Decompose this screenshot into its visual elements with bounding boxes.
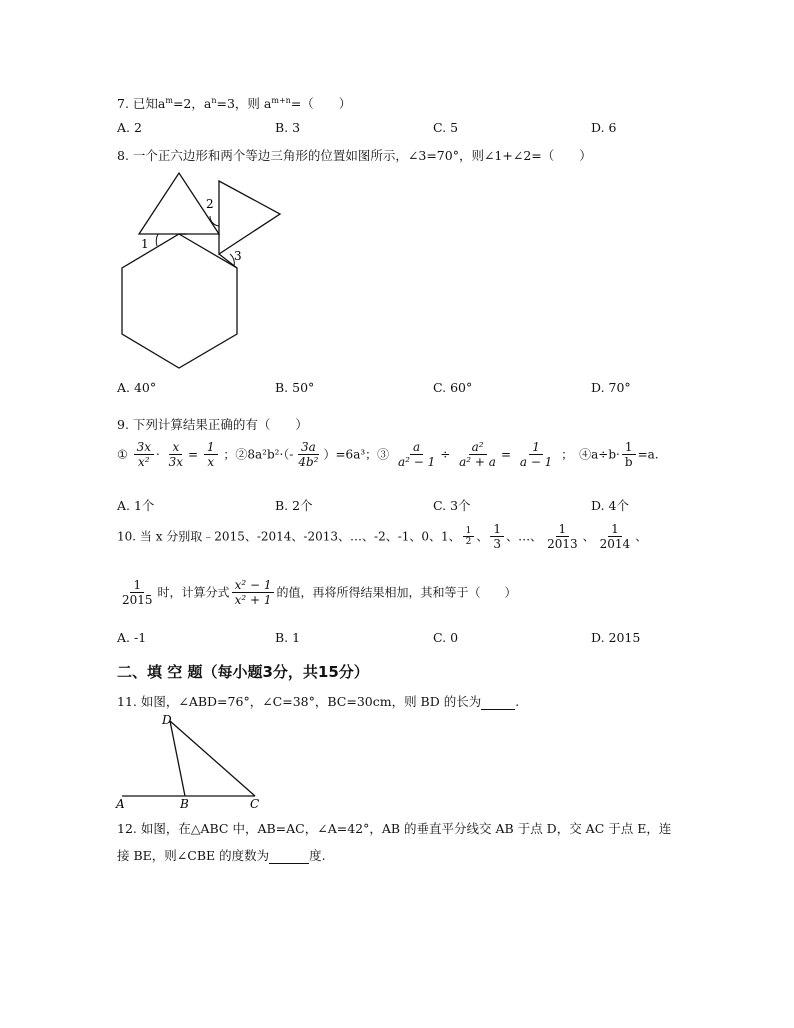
point-a-label: A [116, 797, 125, 811]
q9-text: 9. 下列计算结果正确的有（ ） [117, 417, 308, 432]
q10-option-d: D. 2015 [591, 630, 641, 645]
q8-hexagon-triangles-figure [110, 168, 290, 378]
q10-option-c: C. 0 [433, 630, 459, 645]
point-b-label: B [180, 797, 189, 811]
q7-option-c: C. 5 [433, 120, 459, 135]
q11-text: 11. 如图，∠ABD=76°，∠C=38°，BC=30cm，则 BD 的长为 [117, 694, 482, 709]
q9-option-d: D. 4个 [591, 498, 629, 513]
q7-option-b: B. 3 [275, 120, 301, 135]
question-11: 11. 如图，∠ABD=76°，∠C=38°，BC=30cm，则 BD 的长为 . [117, 694, 520, 709]
q8-option-a: A. 40° [117, 380, 157, 395]
q10-option-a: A. -1 [117, 630, 147, 645]
q12-answer-blank[interactable] [269, 851, 309, 864]
q11-triangle-figure [112, 710, 272, 812]
right-triangle-shape [219, 181, 280, 254]
q12-line1: 12. 如图，在△ABC 中，AB=AC，∠A=42°，AB 的垂直平分线交 AB 于点 D，交 AC 于点 E，连 [117, 821, 672, 836]
q8-text: 8. 一个正六边形和两个等边三角形的位置如图所示，∠3=70°，则∠1+∠2=（ ） [117, 148, 592, 163]
section-2-heading: 二、填 空 题（每小题3分，共15分） [117, 663, 369, 681]
q9-option-b: B. 2个 [275, 498, 313, 513]
q10-option-b: B. 1 [275, 630, 301, 645]
q7-option-d: D. 6 [591, 120, 617, 135]
q9-option-a: A. 1个 [117, 498, 155, 513]
q8-option-c: C. 60° [433, 380, 473, 395]
angle-label-1: 1 [141, 237, 149, 251]
q7-option-a: A. 2 [117, 120, 142, 135]
point-d-label: D [162, 713, 172, 727]
q7-text: 7. 已知a [117, 96, 166, 111]
q10-line2: $\frac{1}{2015}$ 时，计算分式 $\frac{\text{x² − 1}}{\text{x² + 1}}$ 的值，再将所得结果相加，其和等于（ ） [122, 578, 517, 608]
q11-answer-blank[interactable] [481, 697, 515, 710]
q12-line2: 接 BE，则∠CBE 的度数为 度. [117, 848, 326, 863]
q8-option-d: D. 70° [591, 380, 631, 395]
angle-label-3: 3 [234, 249, 242, 263]
angle-label-2: 2 [206, 197, 214, 211]
q8-option-b: B. 50° [275, 380, 315, 395]
point-c-label: C [250, 797, 260, 811]
q9-option-c: C. 3个 [433, 498, 471, 513]
q10-line1: 10. 当 x 分别取﹣2015、-2014、-2013、…、-2、-1、0、1、 $\frac{1}{2}$ 、 $\frac{1}{3}$ 、…、 $\frac{1}{2013}$ 、 $\frac{1}{2014}$ 、 [117, 522, 648, 552]
question-7: 7. 已知$a^m=2$，$a^n=3$，则 $a^{m+n}=$（ ） [117, 95, 352, 111]
q9-expressions: ① $\frac{3x}{\text{x²}}$ · $\frac{x}{3x}$ = $\frac{1}{x}$ ；②8a²b²·（- $\frac{3a}{\text{4b²}}$ ）=6a³；③ $\frac{a}{\text{a² − 1}}$ ÷ $\frac{\text{a²}}{\text{a² + a}}$ = $\frac{1}{a - 1}$ ； ④a÷b· $\frac{1}{b}$ =a. [117, 440, 659, 470]
